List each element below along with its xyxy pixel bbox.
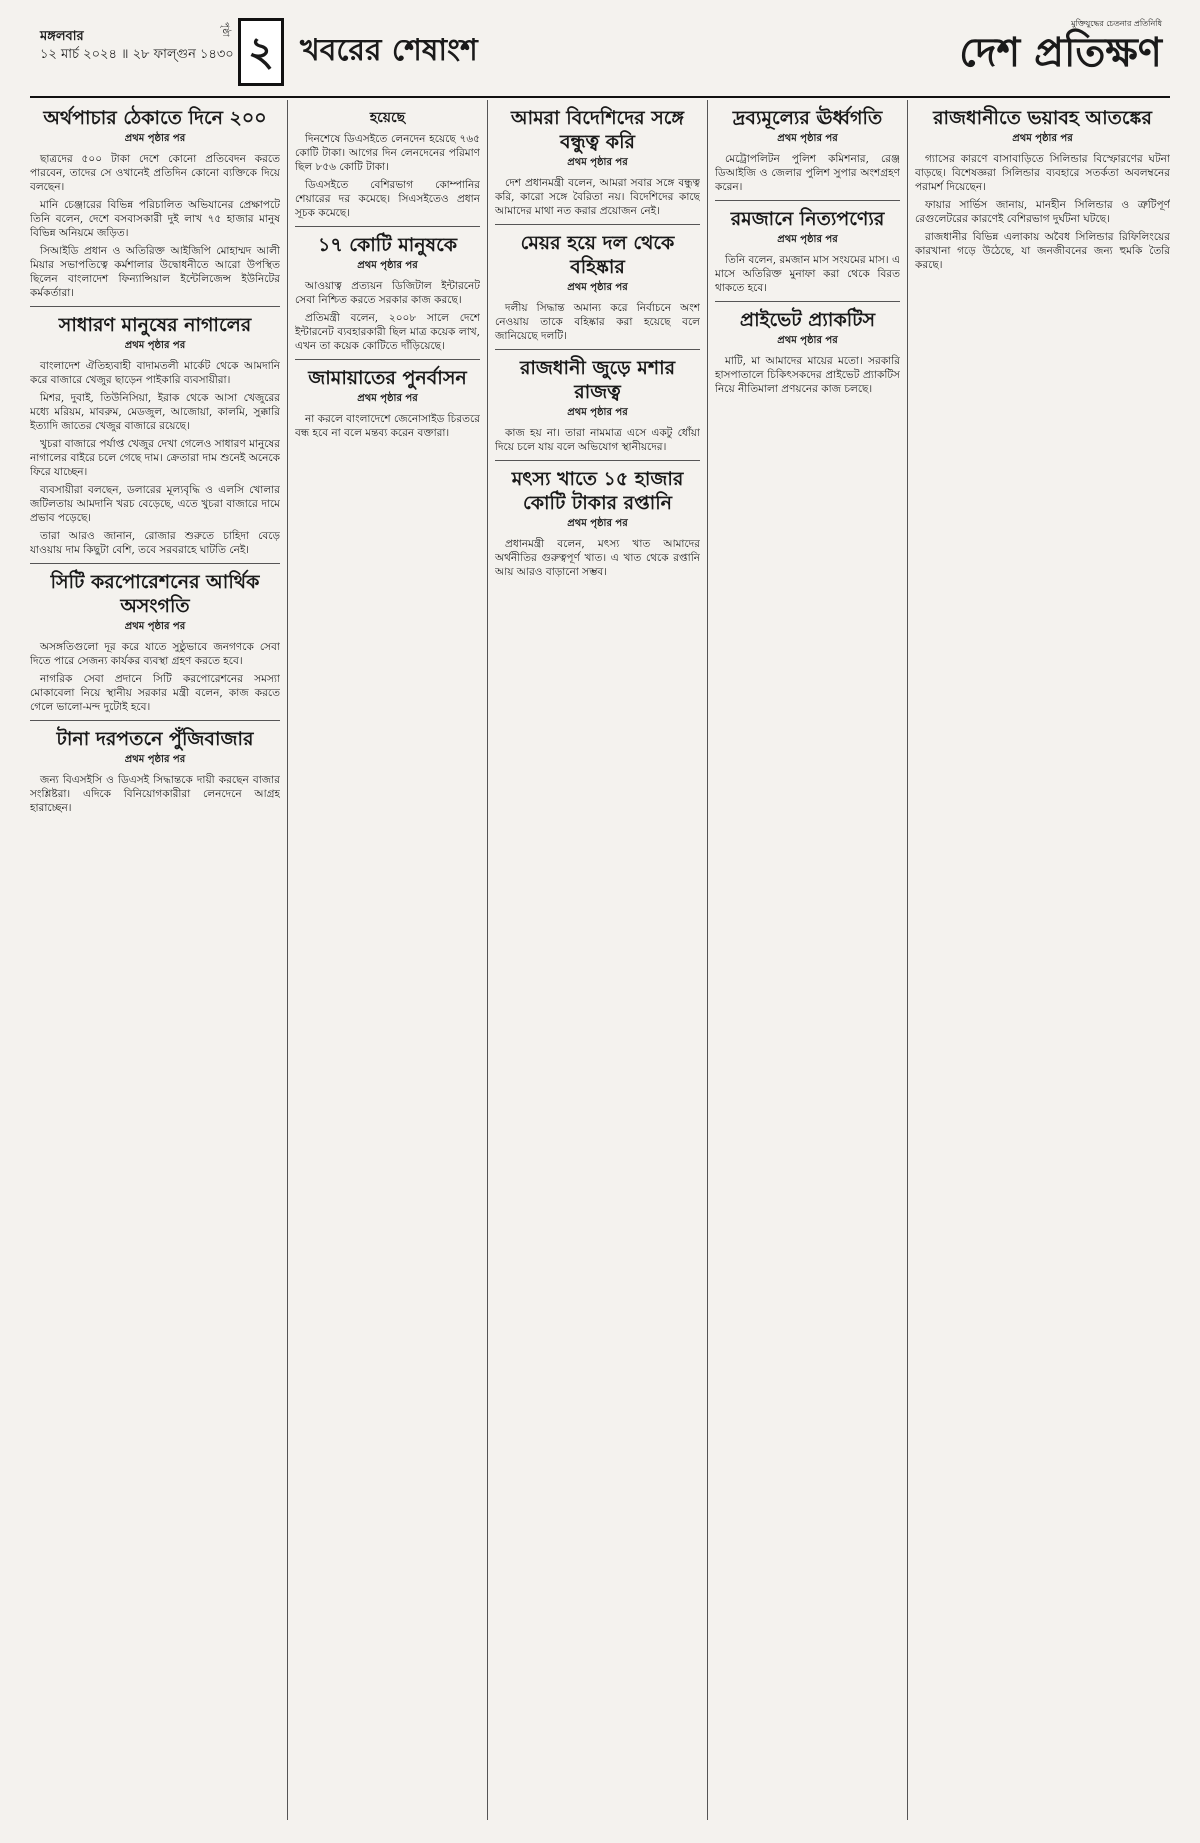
byline: প্রথম পৃষ্ঠার পর: [1012, 133, 1073, 144]
paragraph: তারা আরও জানান, রোজার শুরুতে চাহিদা বেড়ে যাওয়ায় দাম কিছুটা বেশি, তবে সরবরাহে ঘাটতি নেই।: [30, 530, 280, 556]
column-4: [715, 100, 900, 1820]
headline: ১৭ কোটি মানুষকে: [317, 234, 457, 256]
paragraph: গ্যাসের কারণে বাসাবাড়িতে সিলিন্ডার বিস্ফোরণের ঘটনা বাড়ছে। বিশেষজ্ঞরা সিলিন্ডার ব্যবহারে সতর্কতা অবলম্বনের পরামর্শ দিয়েছেন।: [915, 153, 1170, 193]
paragraph: জন্য বিএসইসি ও ডিএসই সিদ্ধান্তকে দায়ী করছেন বাজার সংশ্লিষ্টরা। এদিকে বিনিয়োগকারীরা লেনদেনে আগ্রহ হারাচ্ছেন।: [30, 774, 280, 814]
divider: [495, 224, 700, 225]
divider: [495, 349, 700, 350]
paragraph: ডিএসইতে বেশিরভাগ কোম্পানির শেয়ারের দর কমেছে। সিএসইতেও প্রধান সূচক কমেছে।: [295, 179, 480, 219]
header-rule: [30, 96, 1170, 98]
divider: [30, 306, 280, 307]
paragraph: প্রতিমন্ত্রী বলেন, ২০০৮ সালে দেশে ইন্টারনেট ব্যবহারকারী ছিল মাত্র কয়েক লাখ, এখন তা কয়েক কোটিতে দাঁড়িয়েছে।: [295, 312, 480, 352]
article: [715, 207, 900, 295]
byline: প্রথম পৃষ্ঠার পর: [124, 133, 186, 144]
article: [495, 231, 700, 343]
paragraph: ছাত্রদের ৫০০ টাকা দেশে কোনো প্রতিবেদন করতে পারবেন, তাদের সে ওখানেই প্রতিদিন কোনো ব্যক্তিকে দিয়ে বলছেন।: [30, 153, 280, 193]
byline: প্রথম পৃষ্ঠার পর: [567, 518, 628, 529]
headline: মৎস্য খাতে ১৫ হাজার কোটি টাকার রপ্তানি: [511, 468, 684, 514]
paragraph: তিনি বলেন, রমজান মাস সংযমের মাস। এ মাসে অতিরিক্ত মুনাফা করা থেকে বিরত থাকতে হবে।: [715, 254, 900, 294]
divider: [715, 301, 900, 302]
byline: প্রথম পৃষ্ঠার পর: [777, 234, 838, 245]
paragraph: দলীয় সিদ্ধান্ত অমান্য করে নির্বাচনে অংশ নেওয়ায় তাকে বহিষ্কার করা হয়েছে বলে জানিয়েছে দলটি।: [495, 302, 700, 342]
byline: প্রথম পৃষ্ঠার পর: [357, 260, 418, 271]
byline: প্রথম পৃষ্ঠার পর: [357, 393, 418, 404]
column-1: [30, 100, 280, 1820]
article: [495, 467, 700, 579]
article: [715, 106, 900, 194]
column-2: [295, 100, 480, 1820]
headline: সিটি করপোরেশনের আর্থিক অসংগতি: [50, 571, 260, 617]
divider: [30, 720, 280, 721]
paragraph: মেট্রোপলিটন পুলিশ কমিশনার, রেঞ্জ ডিআইজি ও জেলার পুলিশ সুপার অংশগ্রহণ করেন।: [715, 153, 900, 193]
divider: [495, 460, 700, 461]
headline: রমজানে নিত্যপণ্যের: [730, 208, 885, 230]
article: [715, 308, 900, 396]
section-title: খবরের শেষাংশ: [300, 33, 478, 68]
page-number: ২: [238, 18, 284, 86]
paragraph: মাটি, মা আমাদের মায়ের মতো। সরকারি হাসপাতালে চিকিৎসকদের প্রাইভেট প্র্যাকটিস নিয়ে নীতিমালা প্রণয়নের কাজ চলছে।: [715, 355, 900, 395]
paragraph: না করলে বাংলাদেশে জেনোসাইড চিরতরে বন্ধ হবে না বলে মন্তব্য করেন বক্তারা।: [295, 413, 480, 439]
article: [495, 356, 700, 454]
divider: [30, 563, 280, 564]
column-rule: [707, 100, 708, 1820]
paragraph: মানি চেঞ্জারের বিভিন্ন পরিচালিত অভিযানের প্রেক্ষাপটে তিনি বলেন, দেশে বসবাসকারী দুই লাখ ৭৫ হাজার মানুষ বিভিন্ন অনিয়মে জড়িত।: [30, 199, 280, 239]
paragraph: প্রধানমন্ত্রী বলেন, মৎস্য খাত আমাদের অর্থনীতির গুরুত্বপূর্ণ খাত। এ খাত থেকে রপ্তানি আয় আরও বাড়ানো সম্ভব।: [495, 538, 700, 578]
weekday: মঙ্গলবার: [40, 29, 84, 44]
divider: [715, 200, 900, 201]
paragraph: দিনশেষে ডিএসইতে লেনদেন হয়েছে ৭৬৫ কোটি টাকা। আগের দিন লেনদেনের পরিমাণ ছিল ৮৫৬ কোটি টাকা।: [295, 133, 480, 173]
article: [295, 366, 480, 440]
paragraph: খুচরা বাজারে পর্যাপ্ত খেজুর দেখা গেলেও সাধারণ মানুষের নাগালের বাইরে চলে গেছে দাম। ক্রেতারা দাম শুনেই অনেকে ফিরে যাচ্ছেন।: [30, 438, 280, 478]
paragraph: সিআইডি প্রধান ও অতিরিক্ত আইজিপি মোহাম্মদ আলী মিয়ার সভাপতিত্বে কর্মশালার উদ্বোধনীতে আরো উপস্থিত ছিলেন বাংলাদেশ ফিন্যান্সিয়াল ইন্টেলিজেন্স ইউনিটের কর্মকর্তারা।: [30, 245, 280, 299]
brand: [959, 18, 1162, 75]
byline: প্রথম পৃষ্ঠার পর: [567, 282, 628, 293]
paragraph: ফায়ার সার্ভিস জানায়, মানহীন সিলিন্ডার ও ত্রুটিপূর্ণ রেগুলেটরের কারণেই বেশিরভাগ দুর্ঘটনা ঘটছে।: [915, 199, 1170, 225]
byline: প্রথম পৃষ্ঠার পর: [124, 754, 186, 765]
byline: প্রথম পৃষ্ঠার পর: [124, 621, 186, 632]
headline: প্রাইভেট প্র্যাকটিস: [739, 309, 876, 331]
byline: প্রথম পৃষ্ঠার পর: [777, 133, 838, 144]
column-3: [495, 100, 700, 1820]
byline: প্রথম পৃষ্ঠার পর: [124, 340, 186, 351]
divider: [295, 359, 480, 360]
article: [295, 106, 480, 220]
article: [295, 233, 480, 353]
paragraph: অসঙ্গতিগুলো দূর করে যাতে সুষ্ঠুভাবে জনগণকে সেবা দিতে পারে সেজন্য কার্যকর ব্যবস্থা গ্রহণ করতে হবে।: [30, 641, 280, 667]
byline: প্রথম পৃষ্ঠার পর: [567, 407, 628, 418]
article: [30, 313, 280, 557]
issue-date: ১২ মার্চ ২০২৪ ॥ ২৮ ফাল্গুন ১৪৩০: [40, 47, 234, 62]
article: [30, 727, 280, 815]
article: [30, 570, 280, 714]
article: [495, 106, 700, 218]
paragraph: বাংলাদেশ ঐতিহ্যবাহী বাদামতলী মার্কেট থেকে আমদানি করে বাজারে খেজুর ছাড়েন পাইকারি ব্যবসায়ীরা।: [30, 360, 280, 386]
headline: অর্থপাচার ঠেকাতে দিনে ২০০: [43, 107, 267, 129]
column-5: [915, 100, 1170, 1820]
headline: সাধারণ মানুষের নাগালের: [58, 314, 252, 336]
headline: রাজধানীতে ভয়াবহ আতঙ্কের: [933, 107, 1152, 129]
article: [30, 106, 280, 300]
paragraph: মিশর, দুবাই, তিউনিসিয়া, ইরাক থেকে আসা খেজুরের মধ্যে মরিয়ম, মাবরুম, মেডজুল, আজোয়া, কালমি, সুক্কারি ইত্যাদি জাতের খেজুর বাজারে রয়েছে।: [30, 392, 280, 432]
byline: প্রথম পৃষ্ঠার পর: [567, 157, 628, 168]
article: [915, 106, 1170, 272]
page-label: পৃষ্ঠা: [220, 22, 230, 37]
headline: মেয়র হয়ে দল থেকে বহিষ্কার: [520, 232, 675, 278]
byline: প্রথম পৃষ্ঠার পর: [777, 335, 838, 346]
headline: টানা দরপতনে পুঁজিবাজার: [56, 728, 254, 750]
column-rule: [287, 100, 288, 1820]
headline: রাজধানী জুড়ে মশার রাজত্ব: [519, 357, 676, 403]
paragraph: রাজধানীর বিভিন্ন এলাকায় অবৈধ সিলিন্ডার রিফিলিংয়ের কারখানা গড়ে উঠেছে, যা জনজীবনের জন্য হুমকি তৈরি করছে।: [915, 231, 1170, 271]
brand-tagline: মুক্তিযুদ্ধের চেতনার প্রতিনিধি: [1071, 19, 1162, 28]
paragraph: নাগরিক সেবা প্রদানে সিটি করপোরেশনের সমস্যা মোকাবেলা নিয়ে স্থানীয় সরকার মন্ত্রী বলেন, কাজ করতে গেলে ভালো-মন্দ দুটোই হবে।: [30, 673, 280, 713]
date-block: [40, 28, 234, 64]
headline: জামায়াতের পুনর্বাসন: [308, 367, 467, 389]
column-rule: [487, 100, 488, 1820]
masthead: [0, 0, 1200, 100]
paragraph: ব্যবসায়ীরা বলছেন, ডলারের মূল্যবৃদ্ধি ও এলসি খোলার জটিলতায় আমদানি খরচ বেড়েছে, এতে খুচরা বাজারে দামে প্রভাব পড়েছে।: [30, 484, 280, 524]
divider: [295, 226, 480, 227]
brand-logo: দেশ প্রতিক্ষণ: [959, 30, 1162, 76]
paragraph: আওয়াত্ব প্রত্যয়ন ডিজিটাল ইন্টারনেট সেবা নিশ্চিত করতে সরকার কাজ করছে।: [295, 280, 480, 306]
headline: হয়েছে: [369, 110, 406, 126]
paragraph: কাজ হয় না। তারা নামমাত্র এসে একটু ধোঁয়া দিয়ে চলে যায় বলে অভিযোগ স্থানীয়দের।: [495, 427, 700, 453]
column-rule: [907, 100, 908, 1820]
headline: আমরা বিদেশিদের সঙ্গে বন্ধুত্ব করি: [510, 107, 685, 153]
headline: দ্রব্যমূল্যের ঊর্ধ্বগতি: [732, 107, 883, 129]
paragraph: দেশ প্রধানমন্ত্রী বলেন, আমরা সবার সঙ্গে বন্ধুত্ব করি, কারো সঙ্গে বৈরিতা নয়। বিদেশিদের কাছে আমাদের মাথা নত করার প্রয়োজন নেই।: [495, 177, 700, 217]
